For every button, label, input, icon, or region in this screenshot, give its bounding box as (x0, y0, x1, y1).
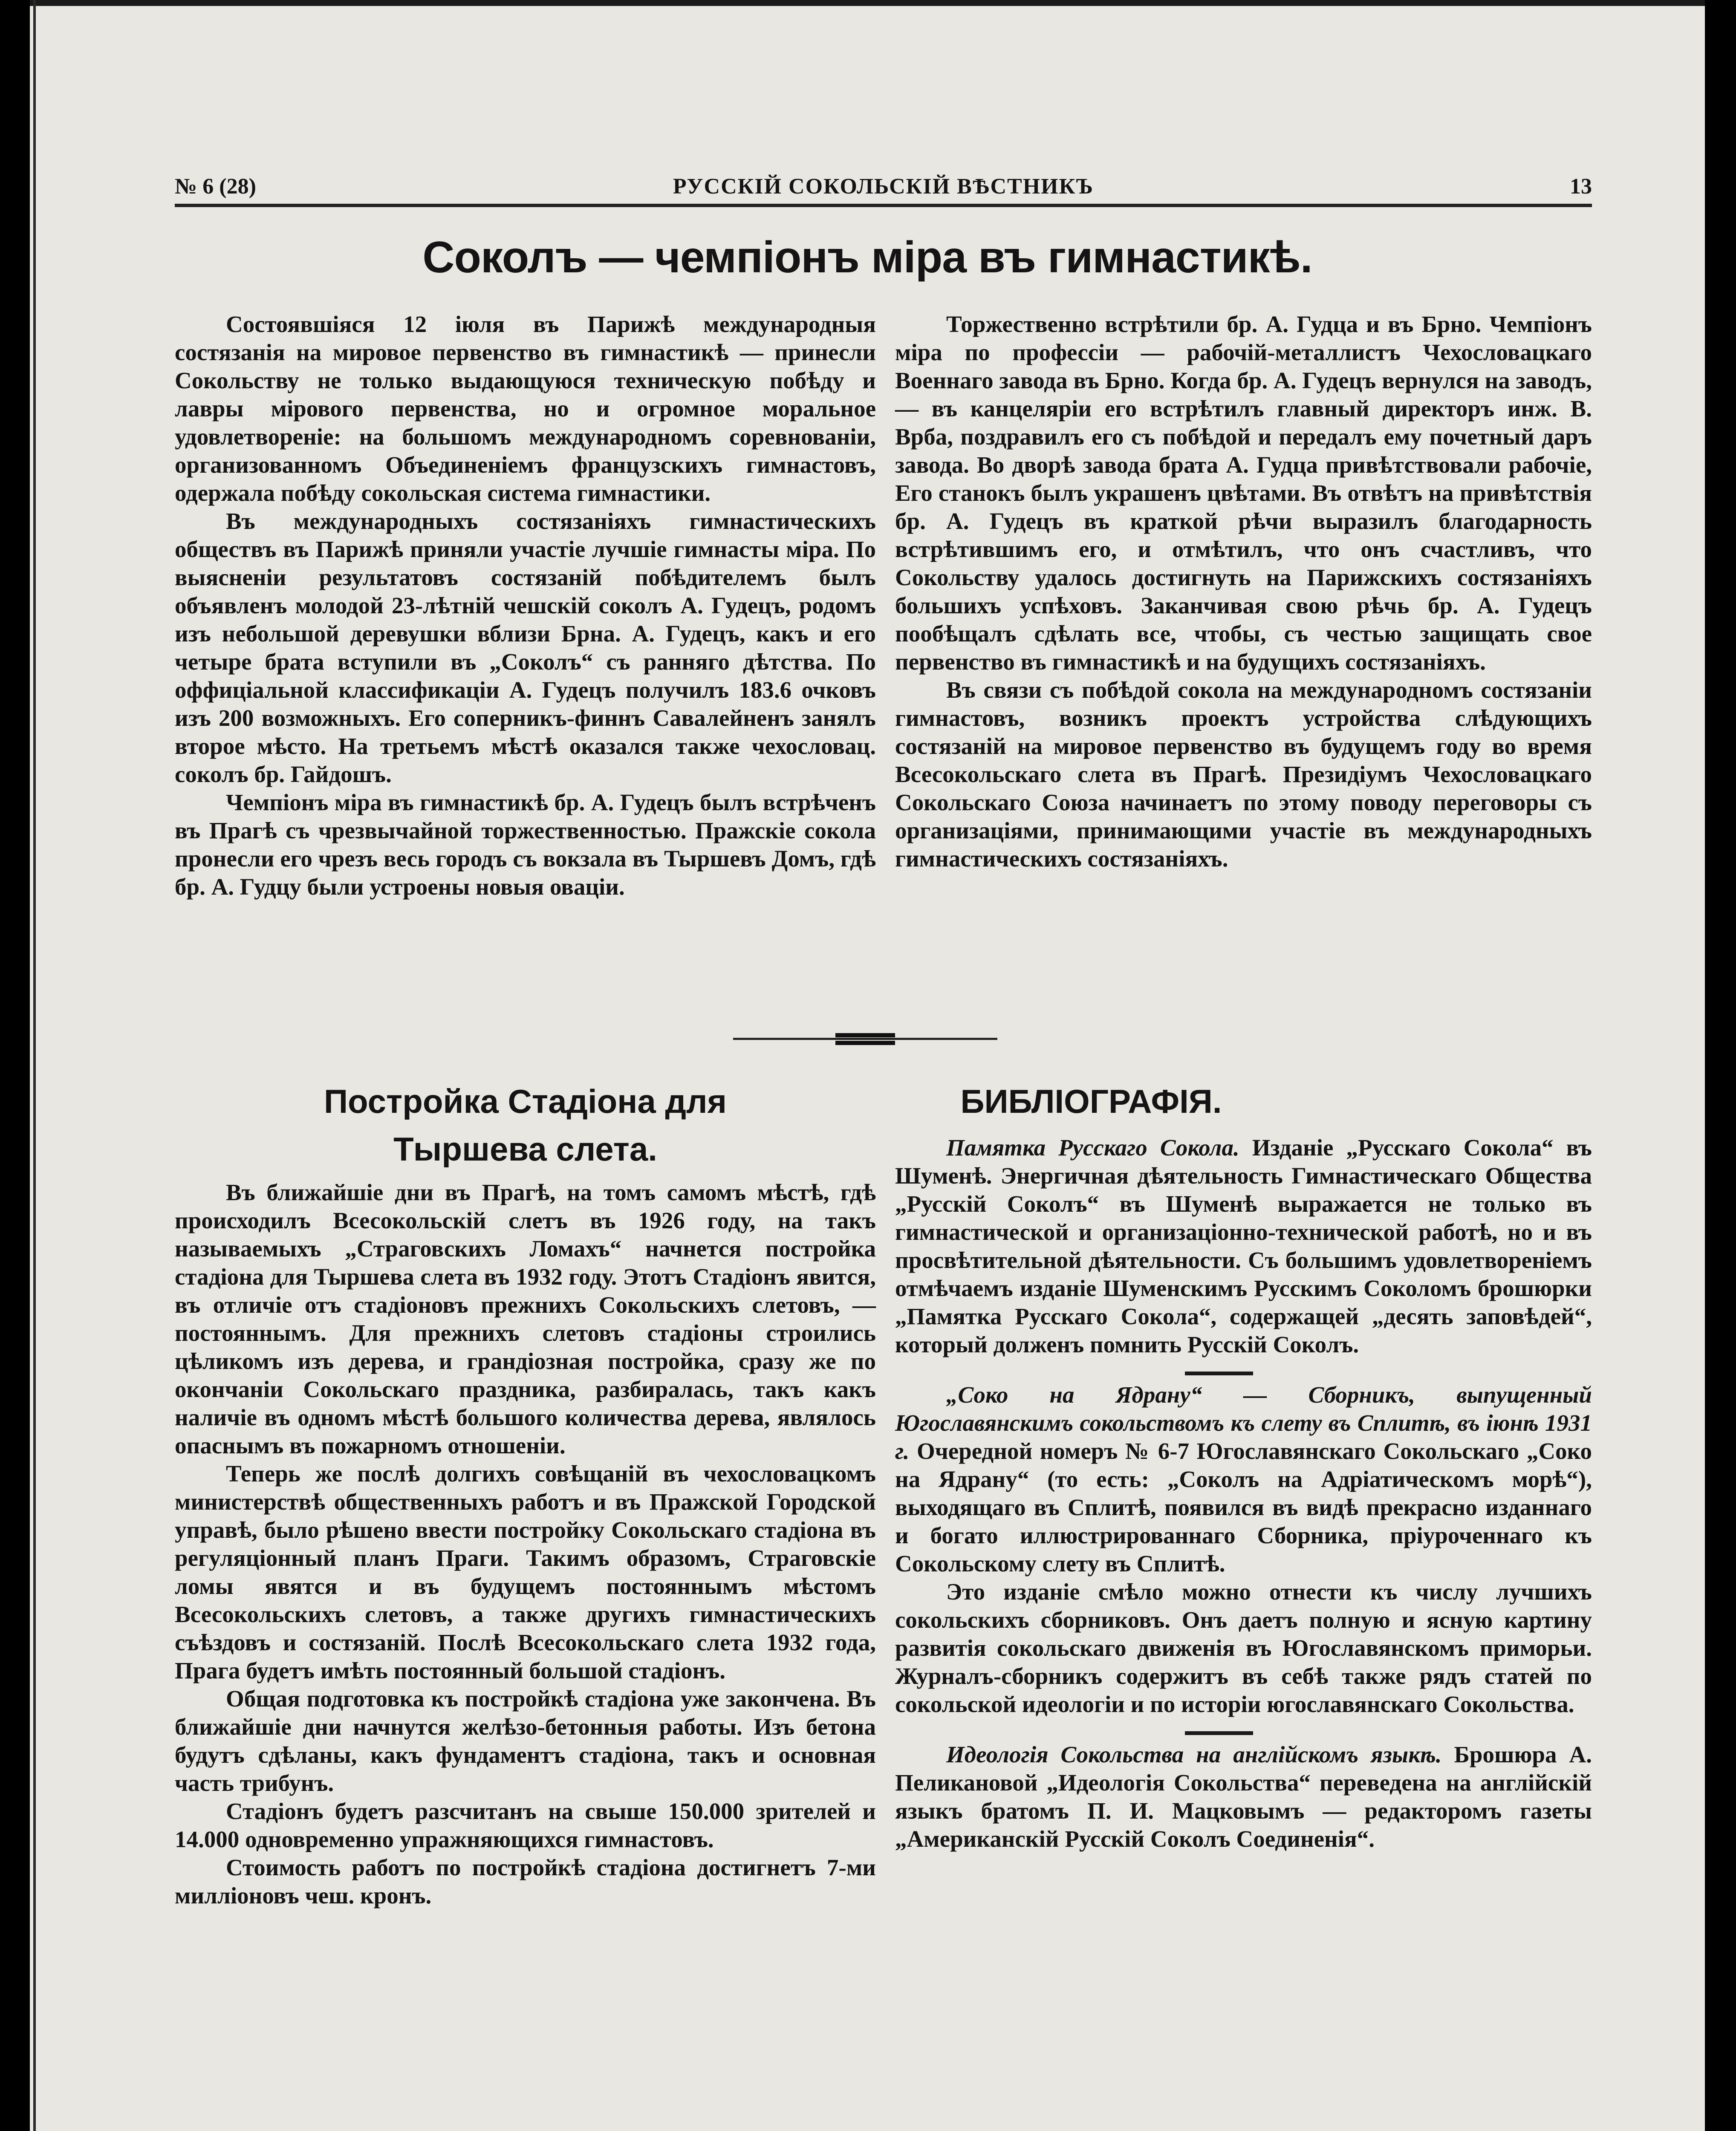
paragraph: Торжественно встрѣтили бр. А. Гудца и въ Брно. Чемпіонъ міра по профессіи — рабочій-металлистъ Чехословацкаго Военнаго завода въ Брно. Когда бр. А. Гудецъ вернулся на заводъ, — въ канцеляріи его встрѣтилъ главный директоръ инж. В. Врба, поздравилъ его съ побѣдой и передалъ ему почетный даръ завода. Во дворѣ завода брата А. Гудца привѣтствовали рабочіе, Его станокъ былъ украшенъ цвѣтами. Въ отвѣтъ на привѣтствія бр. А. Гудецъ въ краткой рѣчи выразилъ благодарность встрѣтившимъ его, и отмѣтилъ, что онъ счастливъ, что Сокольству удалось достигнуть на Парижскихъ состязаніяхъ большихъ успѣховъ. Заканчивая свою рѣчь бр. А. Гудецъ пообѣщалъ сдѣлать все, чтобы, съ честью защищать свое первенство въ гимнастикѣ и на будущихъ состязаніяхъ. (895, 311, 1592, 675)
bibliography-entry (895, 1134, 1592, 1359)
paragraph: Стадіонъ будетъ разсчитанъ на свыше 150.000 зрителей и 14.000 одновременно упражняющихся гимнастовъ. (175, 1798, 876, 1852)
header-rule (175, 204, 1592, 207)
entry-title: „Соко на Ядрану“ — Сборникъ, выпущенный Югославянскимъ сокольствомъ къ слету въ Сплитѣ, въ іюнѣ 1931 г. (895, 1382, 1592, 1464)
article-stadium-column (175, 1178, 876, 1910)
entry-title: Идеологія Сокольства на англійскомъ языкѣ. (946, 1741, 1442, 1767)
paragraph: Состоявшіяся 12 іюля въ Парижѣ международныя состязанія на мировое первенство въ гимнастикѣ — принесли Сокольству не только выдающуюся техническую побѣду и лавры мірового первенства, но и огромное моральное удовлетвореніе: на большомъ международномъ соревнованіи, организованномъ Объединеніемъ французскихъ гимнастовъ, одержала побѣду сокольская система гимнастики. (175, 311, 876, 506)
entry-separator (1185, 1731, 1253, 1735)
entry-text: Очередной номеръ № 6-7 Югославянскаго Сокольскаго „Соко на Ядрану“ (то есть: „Соколъ на Адріатическомъ морѣ“), выходящаго въ Сплитѣ, появился въ видѣ прекрасно изданнаго и богато иллюстрированнаго Сборника, пріуроченнаго къ Сокольскому слету въ Сплитѣ. (895, 1438, 1592, 1577)
paragraph: Въ ближайшіе дни въ Прагѣ, на томъ самомъ мѣстѣ, гдѣ происходилъ Всесокольскій слетъ въ 1926 году, на такъ называемыхъ „Страговскихъ Ломахъ“ начнется постройка стадіона для Тыршева слета въ 1932 году. Этотъ Стадіонъ явится, въ отличіе отъ стадіоновъ прежнихъ Сокольскихъ слетовъ, — постояннымъ. Для прежнихъ слетовъ стадіоны строились цѣликомъ изъ дерева, и грандіозная постройка, сразу же по окончаніи Сокольскаго праздника, разбиралась, такъ какъ наличіе въ одномъ мѣстѣ большого количества дерева, являлось опаснымъ въ пожарномъ отношеніи. (175, 1179, 876, 1458)
paragraph: Общая подготовка къ постройкѣ стадіона уже закончена. Въ ближайшіе дни начнутся желѣзо-бетонныя работы. Изъ бетона будутъ сдѣланы, какъ фундаментъ стадіона, такъ и основная часть трибунъ. (175, 1686, 876, 1796)
entry-separator (1185, 1372, 1253, 1375)
bibliography-title: БИБЛІОГРАФІЯ. (960, 1083, 1222, 1120)
paragraph: Стоимость работъ по постройкѣ стадіона достигнетъ 7-ми милліоновъ чеш. кронъ. (175, 1854, 876, 1909)
paragraph: Теперь же послѣ долгихъ совѣщаній въ чехословацкомъ министерствѣ общественныхъ работъ и въ Пражской Городской управѣ, было рѣшено ввести постройку Сокольскаго стадіона въ регуляціонный планъ Праги. Такимъ образомъ, Страговскіе ломы явятся и въ будущемъ постояннымъ мѣстомъ Всесокольскихъ слетовъ, а также другихъ гимнастическихъ съѣздовъ и состязаній. Послѣ Всесокольскаго слета 1932 года, Прага будетъ имѣть постоянный большой стадіонъ. (175, 1461, 876, 1683)
entry-text: Изданіе „Русскаго Сокола“ въ Шуменѣ. Энергичная дѣятельность Гимнастическаго Общества „Русскій Соколъ“ въ Шуменѣ выражается не только въ гимнастической и организаціонно-технической работѣ, но и въ просвѣтительной дѣятельности. Съ большимъ удовлетвореніемъ отмѣчаемъ изданіе Шуменскимъ Русскимъ Соколомъ брошюрки „Памятка Русскаго Сокола“, содержащей „десять заповѣдей“, который долженъ помнить Русскій Соколъ. (895, 1135, 1592, 1357)
paragraph: Въ международныхъ состязаніяхъ гимнастическихъ обществъ въ Парижѣ приняли участіе лучшіе гимнасты міра. По выясненіи результатовъ состязаній побѣдителемъ былъ объявленъ молодой 23-лѣтній чешскій соколъ А. Гудецъ, родомъ изъ небольшой деревушки вблизи Брна. А. Гудецъ, какъ и его четыре брата вступили въ „Соколъ“ съ ранняго дѣтства. По оффиціальной классификаціи А. Гудецъ получилъ 183.6 очковъ изъ 200 возможныхъ. Его соперникъ-финнъ Савалейненъ занялъ второе мѣсто. На третьемъ мѣстѣ оказался также чехословац. соколъ бр. Гайдошъ. (175, 508, 876, 787)
article-title-stadium (175, 1077, 876, 1173)
binding-edge (33, 0, 36, 2131)
journal-title: РУССКІЙ СОКОЛЬСКІЙ ВѢСТНИКЪ (673, 174, 1094, 199)
article-champion-left-column (175, 310, 876, 901)
title-line: Постройка Стадіона для (324, 1083, 727, 1120)
paragraph: Это изданіе смѣло можно отнести къ числу лучшихъ сокольскихъ сборниковъ. Онъ даетъ полную и ясную картину развитія сокольскаго движенія въ Югославянскомъ приморьи. Журналъ-сборникъ содержитъ въ себѣ также рядъ статей по сокольской идеологіи и по исторіи югославянскаго Сокольства. (895, 1579, 1592, 1717)
entry-title: Памятка Русскаго Сокола. (946, 1135, 1239, 1161)
running-head (175, 174, 1592, 204)
paragraph: Въ связи съ побѣдой сокола на международномъ состязаніи гимнастовъ, возникъ проектъ устройства слѣдующихъ состязаній на мировое первенство въ будущемъ году во время Всесокольскаго слета въ Прагѣ. Президіумъ Чехословацкаго Сокольскаго Союза начинаетъ по этому поводу переговоры съ организаціями, принимающими участіе въ международныхъ гимнастическихъ состязаніяхъ. (895, 677, 1592, 872)
newspaper-page (30, 0, 1705, 2131)
article-champion-right-column (895, 310, 1592, 873)
page-number: 13 (1570, 174, 1592, 199)
entry-text: Брошюра А. Пеликановой „Идеологія Сокольства“ переведена на англійскій языкъ братомъ П. И. Мацковымъ — редакторомъ газеты „Американскій Русскій Соколъ Соединенія“. (895, 1741, 1592, 1852)
bibliography-entry (895, 1381, 1592, 1578)
paragraph: Чемпіонъ міра въ гимнастикѣ бр. А. Гудецъ былъ встрѣченъ въ Прагѣ съ чрезвычайной торжественностью. Пражскіе сокола пронесли его чрезъ весь городъ съ вокзала въ Тыршевъ Домъ, гдѣ бр. А. Гудцу были устроены новыя оваціи. (175, 789, 876, 900)
title-line: Тыршева слета. (393, 1130, 657, 1168)
top-edge (30, 0, 1705, 6)
section-divider-ornament (733, 1031, 997, 1048)
bibliography-column (895, 1134, 1592, 1853)
issue-number: № 6 (28) (175, 174, 256, 199)
article-title-champion: Соколъ — чемпіонъ міра въ гимнастикѣ. (422, 233, 1312, 282)
bibliography-entry (895, 1741, 1592, 1853)
